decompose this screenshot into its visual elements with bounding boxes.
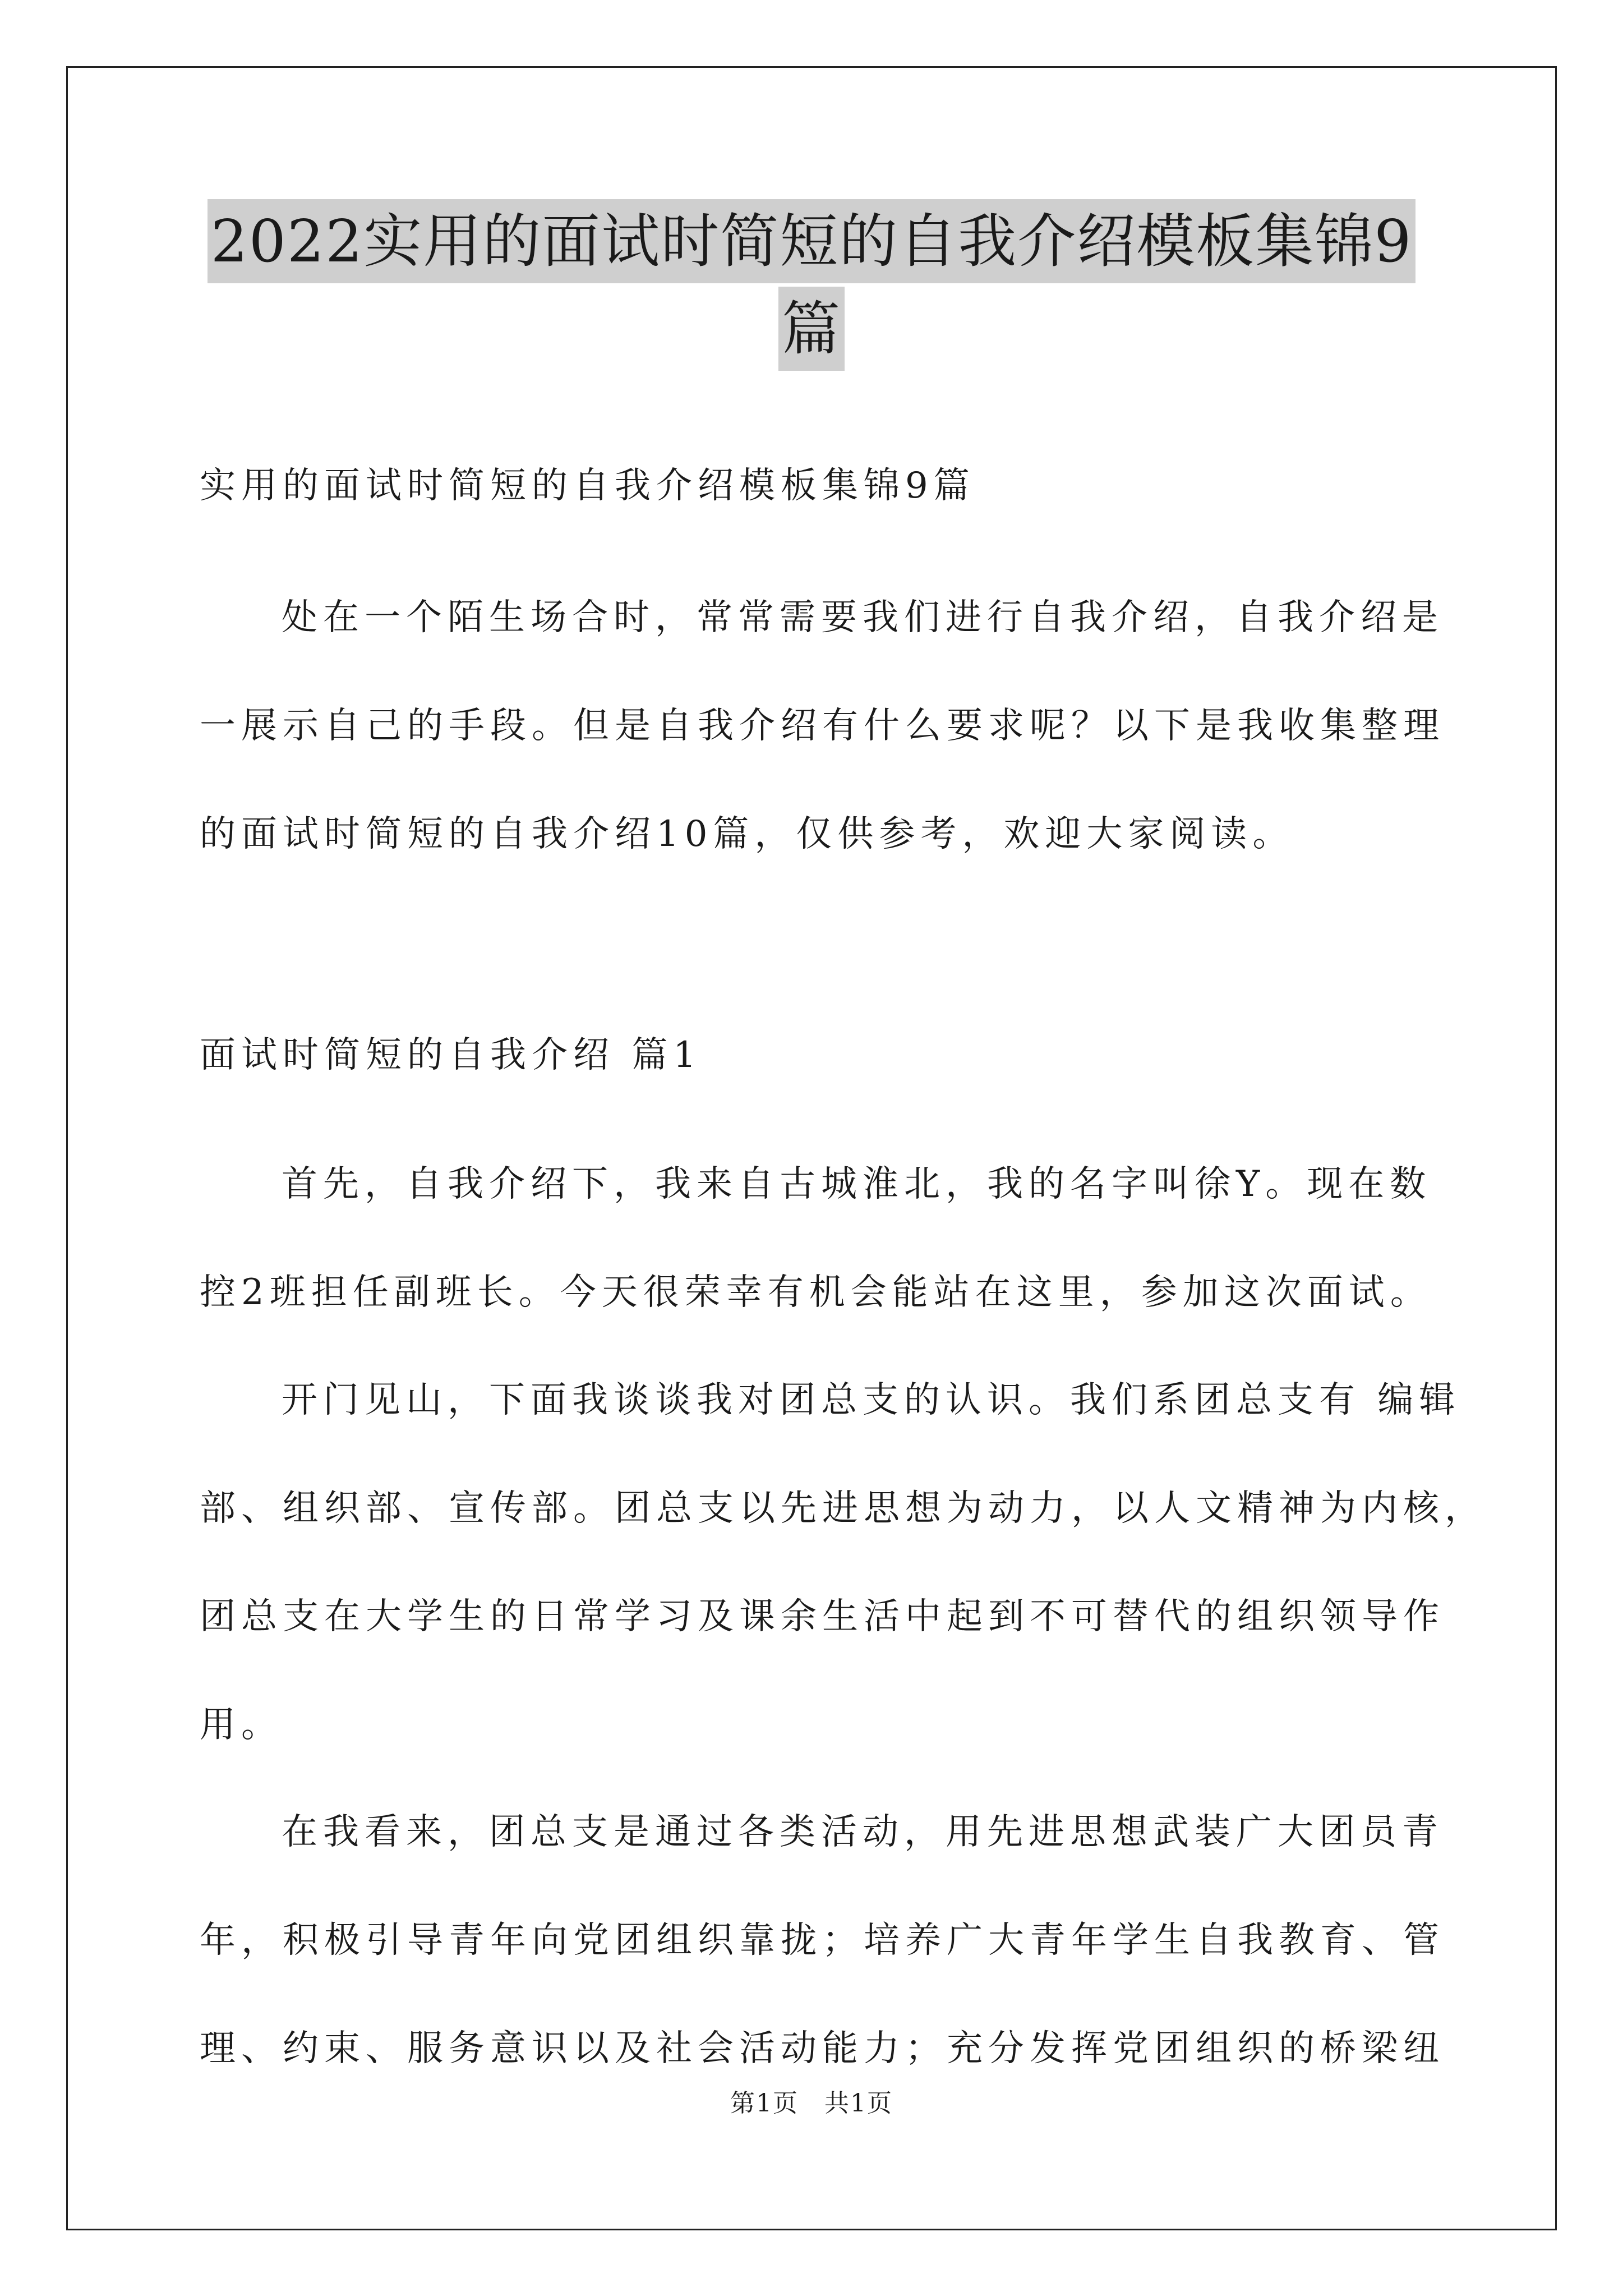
title-line-1: 2022实用的面试时简短的自我介绍模板集锦9 [208, 199, 1416, 283]
p2-line-2: 部、组织部、宣传部。团总支以先进思想为动力，以人文精神为内核， [200, 1488, 1486, 1529]
p1-line-2: 控2班担任副班长。今天很荣幸有机会能站在这里，参加这次面试。 [200, 1272, 1432, 1313]
document-title [202, 199, 1421, 371]
p3-line-3: 理、约束、服务意识以及社会活动能力；充分发挥党团组织的桥梁纽 [200, 2028, 1445, 2069]
subtitle: 实用的面试时简短的自我介绍模板集锦9篇 [200, 465, 975, 507]
section-heading: 面试时简短的自我介绍 篇1 [200, 1034, 702, 1076]
p2-line-1: 开门见山，下面我谈谈我对团总支的认识。我们系团总支有 编辑 [282, 1379, 1461, 1421]
intro-line-1: 处在一个陌生场合时，常常需要我们进行自我介绍，自我介绍是 [282, 597, 1444, 638]
p2-line-4: 用。 [200, 1704, 283, 1746]
title-line-2: 篇 [778, 287, 845, 371]
page-footer [0, 2087, 1623, 2120]
intro-line-3: 的面试时简短的自我介绍10篇，仅供参考，欢迎大家阅读。 [200, 813, 1294, 855]
p3-line-2: 年，积极引导青年向党团组织靠拢；培养广大青年学生自我教育、管 [200, 1920, 1445, 1961]
page-number: 第1页 [730, 2089, 799, 2118]
p3-line-1: 在我看来，团总支是通过各类活动，用先进思想武装广大团员青 [282, 1811, 1444, 1853]
page-total: 共1页 [824, 2089, 893, 2118]
p2-line-3: 团总支在大学生的日常学习及课余生活中起到不可替代的组织领导作 [200, 1596, 1445, 1637]
intro-line-2: 一展示自己的手段。但是自我介绍有什么要求呢？以下是我收集整理 [200, 705, 1445, 747]
p1-line-1: 首先，自我介绍下，我来自古城淮北，我的名字叫徐Y。现在数 [282, 1163, 1432, 1205]
